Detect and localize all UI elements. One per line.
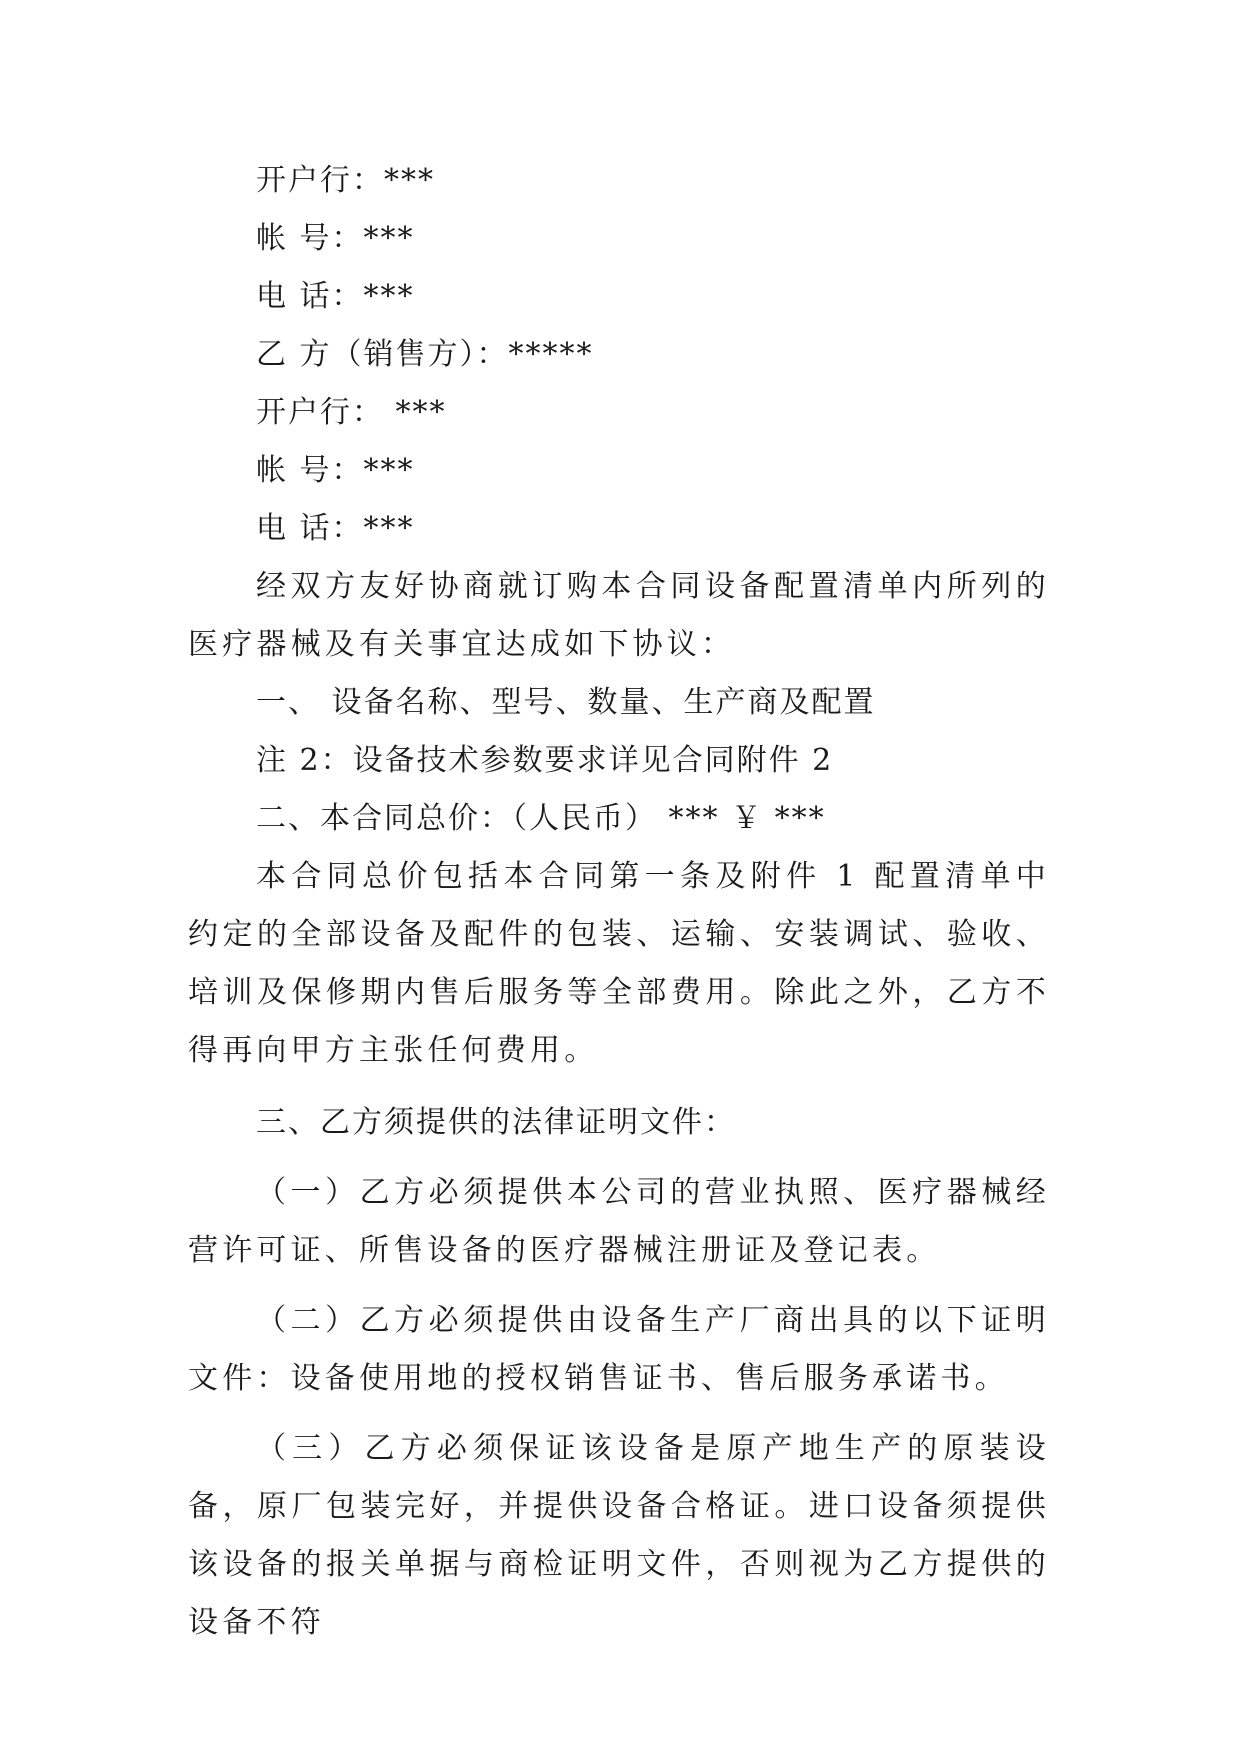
party-b-name: 乙 方（销售方）：***** [256, 337, 594, 372]
party-b-bank: 开户行： *** [256, 395, 447, 430]
party-b-account: 帐 号：*** [256, 453, 415, 488]
section-1-note: 注 2：设备技术参数要求详见合同附件 2 [256, 743, 834, 778]
party-a-bank: 开户行：*** [256, 163, 435, 198]
party-a-phone: 电 话：*** [256, 279, 415, 314]
section-3-heading: 三、乙方须提供的法律证明文件： [256, 1105, 736, 1140]
section-3-item-3: （三）乙方必须保证该设备是原产地生产的原装设备，原厂包装完好，并提供设备合格证。进口设备须提供该设备的报关单据与商检证明文件，否则视为乙方提供的设备不符 [188, 1431, 1050, 1640]
party-a-account: 帐 号：*** [256, 221, 415, 256]
section-3-item-1: （一）乙方必须提供本公司的营业执照、医疗器械经营许可证、所售设备的医疗器械注册证及登记表。 [188, 1175, 1050, 1268]
section-3-item-2: （二）乙方必须提供由设备生产厂商出具的以下证明文件：设备使用地的授权销售证书、售后服务承诺书。 [188, 1303, 1050, 1396]
section-2-heading: 二、本合同总价：（人民币） *** ￥ *** [256, 801, 826, 836]
intro-paragraph: 经双方友好协商就订购本合同设备配置清单内所列的医疗器械及有关事宜达成如下协议： [188, 569, 1050, 662]
party-b-phone: 电 话：*** [256, 511, 415, 546]
section-1-heading: 一、 设备名称、型号、数量、生产商及配置 [256, 685, 876, 720]
section-2-body: 本合同总价包括本合同第一条及附件 1 配置清单中约定的全部设备及配件的包装、运输、安装调试、验收、培训及保修期内售后服务等全部费用。除此之外，乙方不得再向甲方主张任何费用。 [188, 859, 1050, 1068]
document-body [188, 152, 1050, 1652]
